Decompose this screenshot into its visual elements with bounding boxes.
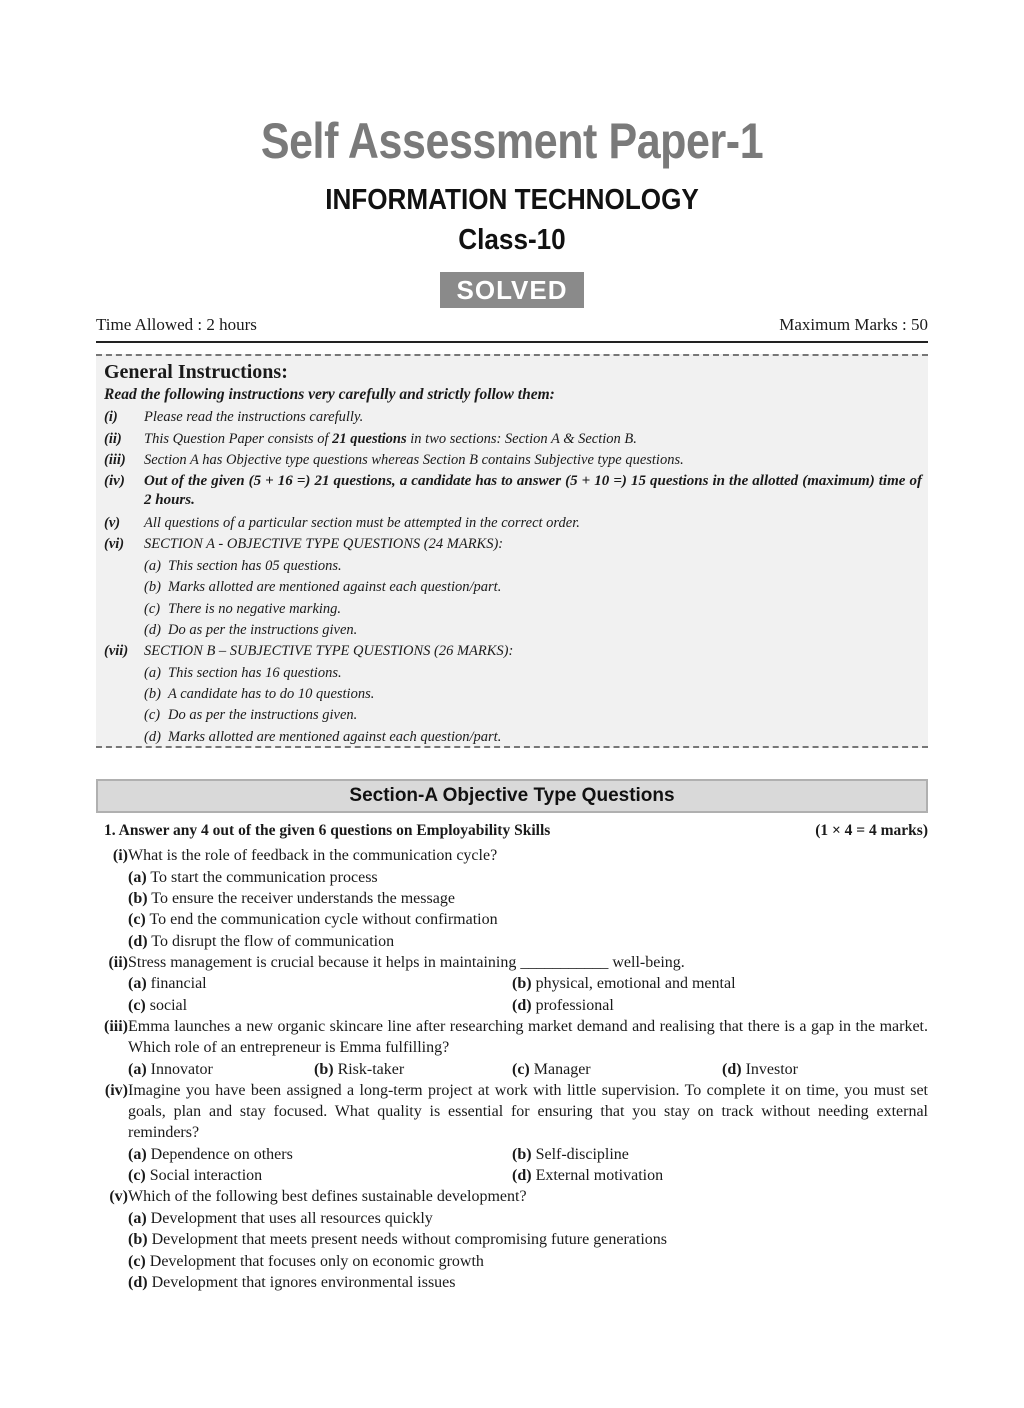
subitem-number: (d) <box>144 729 161 745</box>
subitem-number: (a) <box>144 558 161 574</box>
instruction-item <box>104 472 922 510</box>
option <box>512 1059 591 1080</box>
question-ii <box>96 952 928 973</box>
instruction-text-part: in two sections: Section A & Section B. <box>406 431 637 447</box>
option-text: physical, emotional and mental <box>535 975 736 992</box>
instruction-text-part: This Question Paper consists of <box>144 431 333 447</box>
option-text: Innovator <box>150 1061 213 1078</box>
option-text: Manager <box>533 1061 591 1078</box>
instruction-number: (vii) <box>104 643 129 659</box>
instruction-subitem <box>144 578 904 597</box>
option-text: To start the communication process <box>150 869 378 886</box>
option-letter: (b) <box>128 890 148 907</box>
instruction-number: (v) <box>104 515 121 531</box>
option-text: Dependence on others <box>150 1146 293 1163</box>
instruction-subitem <box>144 664 904 683</box>
option-letter: (c) <box>128 1253 146 1270</box>
instruction-item <box>104 430 922 449</box>
subitem-text: There is no negative marking. <box>168 601 342 617</box>
instruction-subitem <box>144 728 904 747</box>
section-a-header: Section-A Objective Type Questions <box>96 779 928 813</box>
question-1-header <box>104 822 928 840</box>
option <box>314 1059 404 1080</box>
instruction-number: (vi) <box>104 536 125 552</box>
instruction-number: (iii) <box>104 452 126 468</box>
option <box>128 867 378 888</box>
option <box>128 973 207 994</box>
subitem-number: (b) <box>144 579 161 595</box>
option-letter: (b) <box>314 1061 334 1078</box>
question-number: (ii) <box>108 954 128 971</box>
option <box>128 995 187 1016</box>
option-text: financial <box>150 975 207 992</box>
question-text: Which of the following best defines sustainable development? <box>128 1188 527 1205</box>
question-1-label: 1. Answer any 4 out of the given 6 questions on Employability Skills <box>104 822 551 839</box>
instruction-subitem <box>144 600 904 619</box>
paper-meta-row <box>96 315 928 339</box>
question-number: (iii) <box>104 1018 128 1035</box>
subitem-text: Marks allotted are mentioned against each question/part. <box>168 729 502 745</box>
option-text: Development that focuses only on economic growth <box>149 1253 484 1270</box>
question-text: Imagine you have been assigned a long-term project at work with little supervision. To complete it on time, you must set goals, plan and stay focused. What quality is essential for ensuring that you stay on track without needing external reminders? <box>128 1082 928 1141</box>
option-letter: (d) <box>128 1274 148 1291</box>
option-letter: (a) <box>128 869 147 886</box>
class-label: Class-10 <box>458 224 566 256</box>
option-letter: (d) <box>512 1167 532 1184</box>
option-text: Development that ignores environmental issues <box>151 1274 456 1291</box>
question-text: Emma launches a new organic skincare line after researching market demand and realising that there is a gap in the market. Which role of an entrepreneur is Emma fulfilling? <box>128 1018 928 1056</box>
option <box>722 1059 798 1080</box>
option-text: To disrupt the flow of communication <box>151 933 395 950</box>
subitem-text: This section has 05 questions. <box>168 558 342 574</box>
option <box>128 888 455 909</box>
option-letter: (d) <box>128 933 148 950</box>
option-text: External motivation <box>535 1167 664 1184</box>
instructions-heading: General Instructions: <box>104 361 288 383</box>
option <box>128 1059 213 1080</box>
instruction-number: (ii) <box>104 431 122 447</box>
question-iii <box>96 1016 928 1058</box>
option-letter: (c) <box>512 1061 530 1078</box>
question-i <box>96 845 928 866</box>
option-letter: (d) <box>722 1061 742 1078</box>
instruction-subitem <box>144 706 904 725</box>
divider <box>96 341 928 343</box>
option-letter: (d) <box>512 997 532 1014</box>
option <box>128 1272 456 1293</box>
question-iv <box>96 1080 928 1143</box>
option <box>128 931 394 952</box>
subitem-text: Do as per the instructions given. <box>168 707 358 723</box>
subitem-number: (c) <box>144 707 161 723</box>
option-text: Development that uses all resources quickly <box>150 1210 433 1227</box>
maximum-marks: Maximum Marks : 50 <box>779 315 928 334</box>
instruction-text-bold: 21 questions <box>332 431 407 447</box>
option-letter: (a) <box>128 1210 147 1227</box>
option-letter: (c) <box>128 1167 146 1184</box>
option-letter: (b) <box>128 1231 148 1248</box>
option-letter: (a) <box>128 1061 147 1078</box>
instruction-number: (i) <box>104 409 118 425</box>
instruction-text <box>144 430 922 449</box>
option-text: social <box>149 997 188 1014</box>
option-letter: (b) <box>512 975 532 992</box>
question-v <box>96 1186 928 1207</box>
instruction-text: SECTION B – SUBJECTIVE TYPE QUESTIONS (26 MARKS): <box>144 643 514 659</box>
option-text: Investor <box>745 1061 798 1078</box>
option-text: professional <box>535 997 614 1014</box>
subitem-number: (d) <box>144 622 161 638</box>
option <box>512 995 614 1016</box>
option <box>128 1144 293 1165</box>
subitem-number: (a) <box>144 665 161 681</box>
instruction-item <box>104 642 922 661</box>
option-letter: (c) <box>128 911 146 928</box>
subitem-number: (c) <box>144 601 161 617</box>
instruction-subitem <box>144 621 904 640</box>
subitem-text: This section has 16 questions. <box>168 665 342 681</box>
option <box>128 1165 262 1186</box>
instruction-item <box>104 451 922 470</box>
instruction-text: Section A has Objective type questions whereas Section B contains Subjective type questions. <box>144 452 684 468</box>
instruction-text: Please read the instructions carefully. <box>144 409 364 425</box>
instruction-item <box>104 514 922 533</box>
subitem-text: Marks allotted are mentioned against each question/part. <box>168 579 502 595</box>
question-text: What is the role of feedback in the communication cycle? <box>128 847 498 864</box>
instruction-number: (iv) <box>104 473 125 489</box>
option-letter: (c) <box>128 997 146 1014</box>
option-letter: (a) <box>128 1146 147 1163</box>
option-text: Self-discipline <box>535 1146 629 1163</box>
subject-title: INFORMATION TECHNOLOGY <box>325 184 699 216</box>
question-number: (i) <box>112 847 128 864</box>
question-1-marks: (1 × 4 = 4 marks) <box>815 822 928 839</box>
option-letter: (b) <box>512 1146 532 1163</box>
instruction-item <box>104 535 922 554</box>
instruction-item <box>104 408 922 427</box>
option <box>512 973 736 994</box>
option <box>128 1208 433 1229</box>
option-text: To end the communication cycle without confirmation <box>149 911 498 928</box>
question-number: (v) <box>109 1188 128 1205</box>
option-text: Risk-taker <box>337 1061 405 1078</box>
subitem-text: A candidate has to do 10 questions. <box>168 686 375 702</box>
option-text: Development that meets present needs without compromising future generations <box>151 1231 667 1248</box>
instruction-text: SECTION A - OBJECTIVE TYPE QUESTIONS (24 MARKS): <box>144 536 504 552</box>
option <box>128 1251 484 1272</box>
option-text: To ensure the receiver understands the message <box>151 890 455 907</box>
page-title: Self Assessment Paper-1 <box>260 113 764 169</box>
instruction-subitem <box>144 685 904 704</box>
instruction-subitem <box>144 557 904 576</box>
solved-badge: SOLVED <box>440 272 584 308</box>
time-allowed: Time Allowed : 2 hours <box>96 315 257 334</box>
instruction-text: All questions of a particular section must be attempted in the correct order. <box>144 515 580 531</box>
general-instructions-box <box>96 354 928 748</box>
option-letter: (a) <box>128 975 147 992</box>
option-text: Social interaction <box>149 1167 263 1184</box>
question-text: Stress management is crucial because it helps in maintaining ___________ well-being. <box>128 954 685 971</box>
instructions-subheading: Read the following instructions very carefully and strictly follow them: <box>104 386 555 403</box>
option <box>512 1165 663 1186</box>
question-number: (iv) <box>104 1082 128 1099</box>
subitem-text: Do as per the instructions given. <box>168 622 358 638</box>
option <box>128 909 498 930</box>
subitem-number: (b) <box>144 686 161 702</box>
instruction-text: Out of the given (5 + 16 =) 21 questions, a candidate has to answer (5 + 10 =) 15 questions in the allotted (maximum) time of 2 hours. <box>144 473 922 508</box>
option <box>128 1229 667 1250</box>
option <box>512 1144 629 1165</box>
